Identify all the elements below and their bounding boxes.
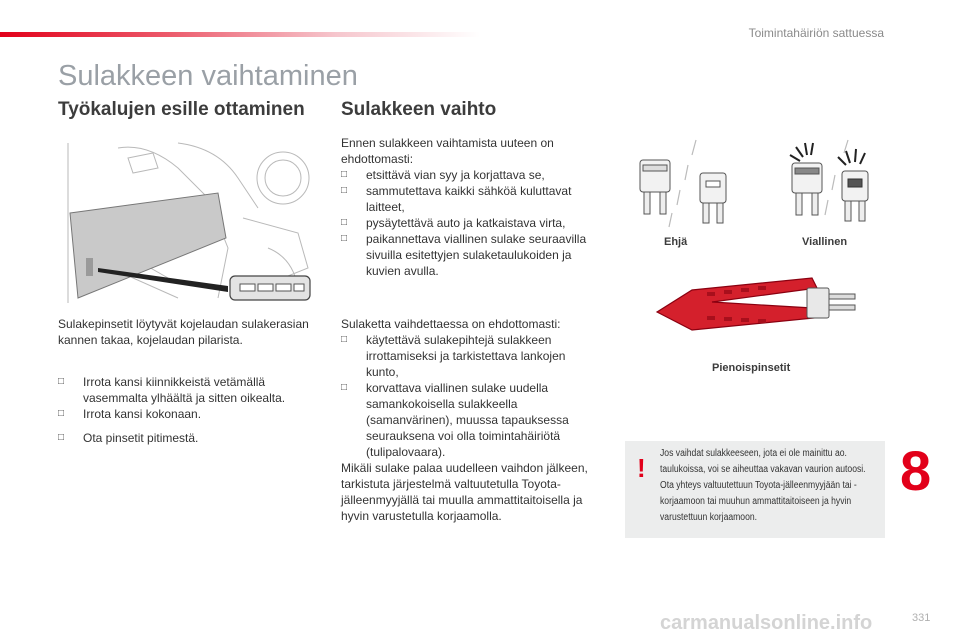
during-block — [341, 316, 599, 524]
tools-heading: Työkalujen esille ottaminen — [58, 99, 305, 120]
list-item: □ käytettävä sulakepihtejä sulakkeen irrottamiseksi ja tarkistettava lankojen kunto, — [341, 332, 599, 380]
list-item: □ paikannettava viallinen sulake seuraavilla sivuilla esitettyjen sulaketaulukoiden ja kuvien avulla. — [341, 231, 596, 279]
list-item: □ pysäytettävä auto ja katkaistava virta, — [341, 215, 596, 231]
fuse-ok-illustration — [628, 135, 728, 230]
tweezers-label: Pienoispinsetit — [712, 362, 791, 374]
list-item: □ etsittävä vian syy ja korjattava se, — [341, 167, 596, 183]
page-title: Sulakkeen vaihtaminen — [58, 60, 358, 92]
exclamation-icon: ! — [637, 453, 646, 483]
tweezers-illustration — [652, 270, 862, 350]
page-number: 331 — [912, 612, 931, 624]
header-accent-bar — [0, 32, 480, 37]
list-item: □ korvattava viallinen sulake uudella samankokoisella sulakkeella (samanvärinen), muussa tapauksessa seurauksena voi olla toimintahäiriötä (tulipalovaara). — [341, 380, 599, 460]
before-block — [341, 135, 596, 279]
chapter-number: 8 — [900, 439, 932, 502]
during-intro: Sulaketta vaihdettaessa on ehdottomasti: — [341, 317, 561, 331]
final-step — [58, 430, 320, 446]
tools-intro: Sulakepinsetit löytyvät kojelaudan sulakerasian kannen takaa, kojelaudan pilarista. — [58, 317, 309, 347]
fuse-blown-illustration — [780, 135, 880, 230]
list-item: □ Ota pinsetit pitimestä. — [58, 430, 320, 446]
warning-box — [625, 441, 885, 538]
before-list — [341, 167, 596, 279]
during-list — [341, 332, 599, 460]
removal-steps — [58, 374, 320, 422]
fuse-blown-label: Viallinen — [802, 236, 848, 248]
fuse-ok-label: Ehjä — [664, 236, 688, 248]
section-header: Toimintahäiriön sattuessa — [748, 26, 884, 40]
warning-text: Jos vaihdat sulakkeeseen, jota ei ole mainittu ao. taulukoissa, voi se aiheuttaa vakavan vaurion autoosi. Ota yhteys valtuutettuun Toyota-jälleenmyyjään tai -korjaamoon tai muuhun ammattitaitoiseen ja hyvin varustettuun korjaamoon. — [660, 448, 866, 523]
fuse-replace-heading: Sulakkeen vaihto — [341, 99, 497, 120]
list-item: □ Irrota kansi kiinnikkeistä vetämällä vasemmalta ylhäältä ja sitten oikealta. — [58, 374, 320, 406]
footer-watermark: carmanualsonline.info — [660, 612, 873, 634]
list-item: □ sammutettava kaikki sähköä kuluttavat laitteet, — [341, 183, 596, 215]
dashboard-illustration — [58, 138, 315, 308]
before-intro: Ennen sulakkeen vaihtamista uuteen on ehdottomasti: — [341, 136, 554, 166]
list-item: □ Irrota kansi kokonaan. — [58, 406, 320, 422]
closing-text: Mikäli sulake palaa uudelleen vaihdon jälkeen, tarkistuta järjestelmä valtuutetulla Toyota-jälleenmyyjällä tai muulla ammattitaitoisella ja hyvin varustetulla korjaamolla. — [341, 461, 588, 523]
